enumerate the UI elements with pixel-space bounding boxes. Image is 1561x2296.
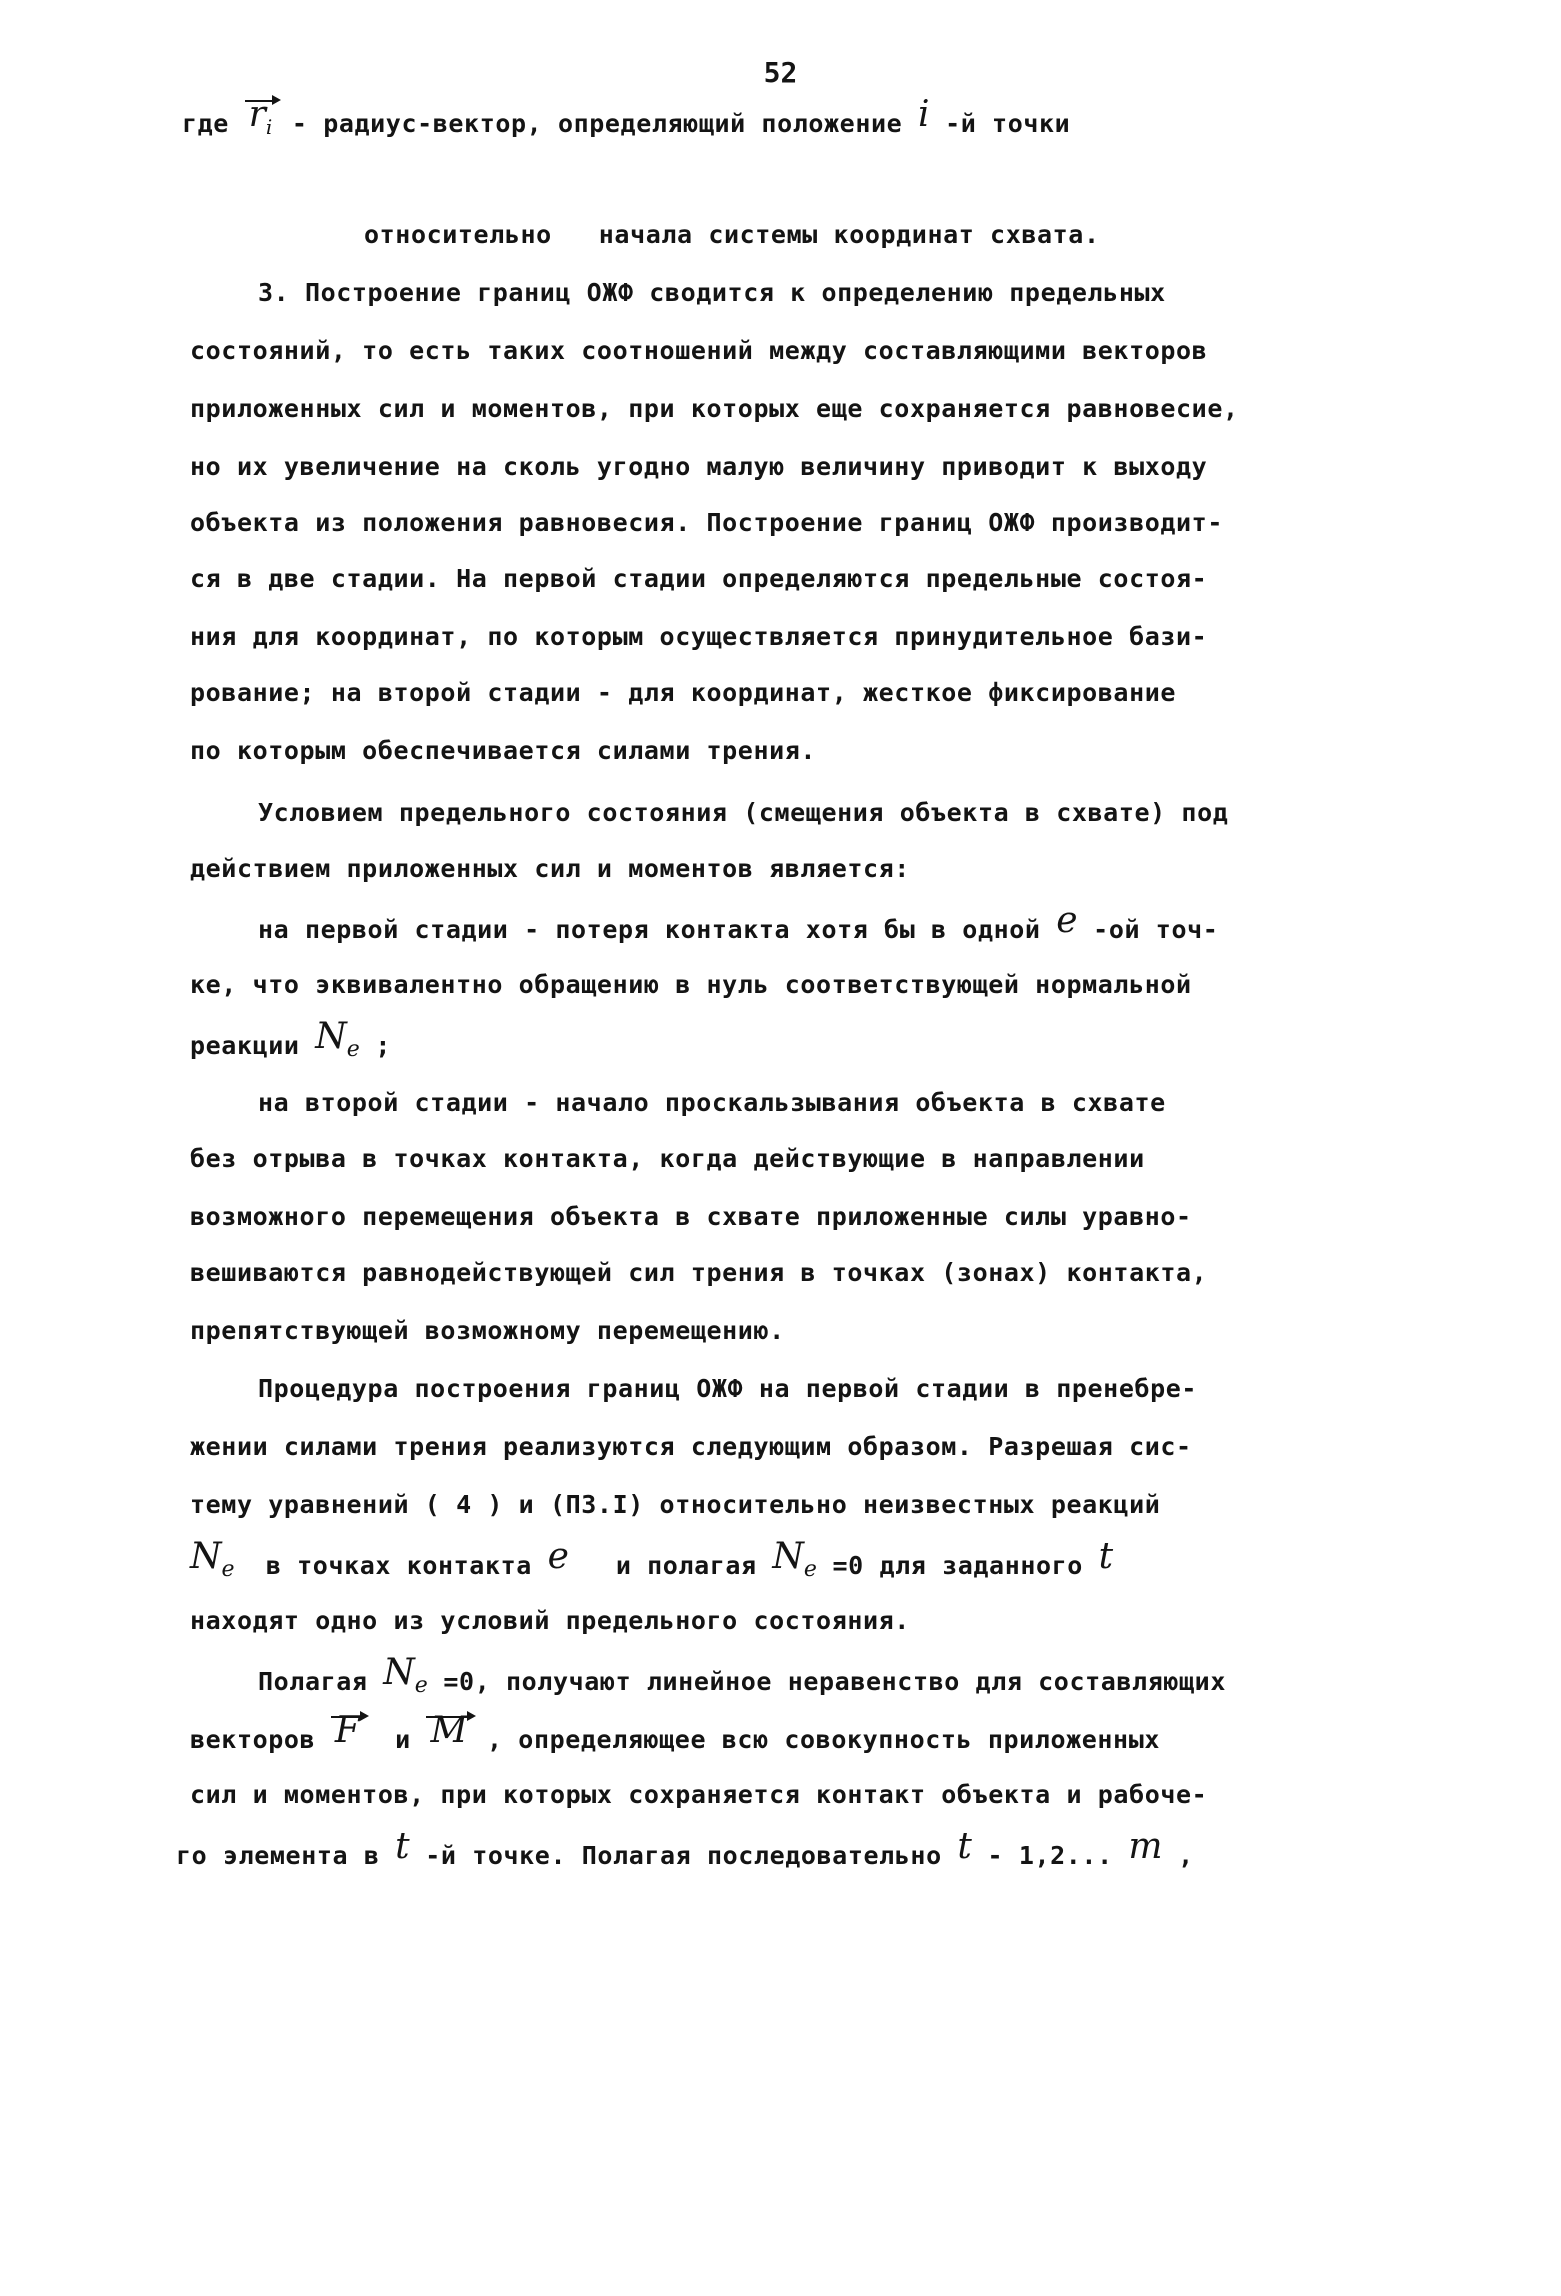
text-line: векторов F и M , определяющее всю совокупность приложенных <box>190 1710 1160 1754</box>
text-line: Условием предельного состояния (смещения объекта в схвате) под <box>258 798 1229 827</box>
text-line: тему уравнений ( 4 ) и (ПЗ.I) относительно неизвестных реакций <box>190 1490 1161 1519</box>
text-line: возможного перемещения объекта в схвате приложенные силы уравно- <box>190 1202 1192 1231</box>
text-line: 3. Построение границ ОЖФ сводится к определению предельных <box>258 278 1166 307</box>
radius-vector-symbol: $r_i$ <box>245 98 277 144</box>
text-line: относительно начала системы координат схвата. <box>364 220 1100 249</box>
text-line: вешиваются равнодействующей сил трения в точках (зонах) контакта, <box>190 1258 1208 1287</box>
math-symbol: t <box>1098 1536 1114 1577</box>
text-line: $N_e$ в точках контакта e и полагая $N_e =0$ для заданного t <box>190 1536 1114 1583</box>
text-line: жении силами трения реализуются следующим образом. Разрешая сис- <box>190 1432 1192 1461</box>
text-line: находят одно из условий предельного состояния. <box>190 1606 910 1635</box>
text-line: состояний, то есть таких соотношений между составляющими векторов <box>190 336 1208 365</box>
math-symbol: e <box>1056 900 1078 941</box>
math-symbol: t <box>957 1826 972 1867</box>
text-line: действием приложенных сил и моментов является: <box>190 854 910 883</box>
text-line: но их увеличение на сколь угодно малую величину приводит к выходу <box>190 452 1208 481</box>
text-line: Процедура построения границ ОЖФ на первой стадии в пренебре- <box>258 1374 1198 1403</box>
math-symbol: $N_e$ <box>772 1536 817 1583</box>
math-symbol: m <box>1128 1826 1163 1867</box>
text-line: приложенных сил и моментов, при которых еще сохраняется равновесие, <box>190 394 1239 423</box>
math-symbol: t <box>395 1826 410 1867</box>
text-line: рование; на второй стадии - для координат, жесткое фиксирование <box>190 678 1177 707</box>
text-line: реакции $N_e$ ; <box>190 1016 392 1063</box>
force-vector-symbol: F <box>331 1714 364 1748</box>
moment-vector-symbol: M <box>426 1714 471 1748</box>
page-number: 52 <box>763 56 798 89</box>
text-line: ке, что эквивалентно обращению в нуль соответствующей нормальной <box>190 970 1192 999</box>
text-line: го элемента в t -й точке. Полагая последовательно t - 1,2... m , <box>176 1826 1194 1870</box>
text-line: ся в две стадии. На первой стадии определяются предельные состоя- <box>190 564 1208 593</box>
text-line: по которым обеспечивается силами трения. <box>190 736 817 765</box>
text-line: на первой стадии - потеря контакта хотя бы в одной e -ой точ- <box>258 900 1219 944</box>
text-line: препятствующей возможному перемещению. <box>190 1316 785 1345</box>
math-symbol: i <box>917 94 930 135</box>
math-symbol: $N_e$ <box>315 1016 360 1063</box>
math-symbol: $N_e$ <box>383 1652 428 1699</box>
math-symbol: $N_e$ <box>190 1536 235 1583</box>
math-symbol: e <box>547 1536 569 1577</box>
text-line: где $r_i$ - радиус-вектор, определяющий положение i -й точки <box>182 104 1070 150</box>
text-line: без отрыва в точках контакта, когда действующие в направлении <box>190 1144 1145 1173</box>
text-line: на второй стадии - начало проскальзывания объекта в схвате <box>258 1088 1166 1117</box>
text-line: ния для координат, по которым осуществляется принудительное бази- <box>190 622 1208 651</box>
text-line: сил и моментов, при которых сохраняется контакт объекта и рабоче- <box>190 1780 1208 1809</box>
text-line: Полагая $N_e =0$, получают линейное неравенство для составляющих <box>258 1652 1226 1699</box>
text-line: объекта из положения равновесия. Построение границ ОЖФ производит- <box>190 508 1223 537</box>
